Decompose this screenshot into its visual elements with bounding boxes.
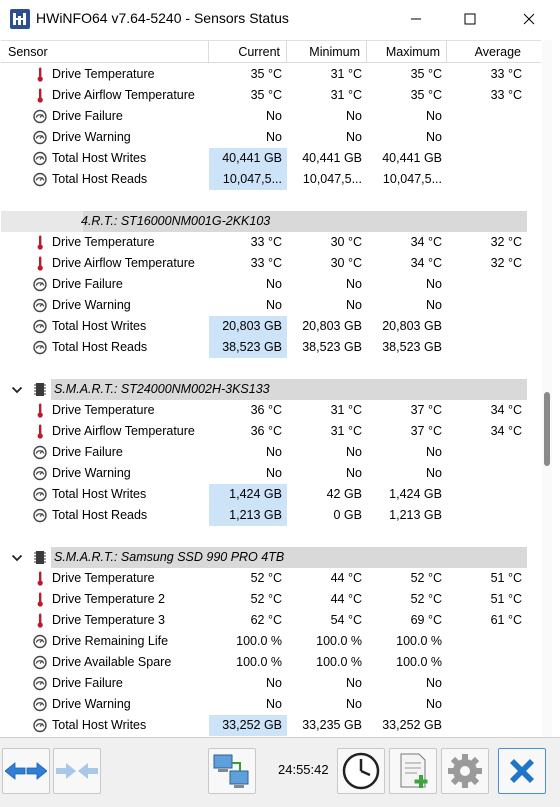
sensor-row[interactable] [1, 631, 541, 652]
column-header-row [1, 41, 541, 63]
group-title: S.M.A.R.T.: Samsung SSD 990 PRO 4TB [54, 550, 285, 564]
maximum-value: 100.0 % [396, 634, 442, 648]
sensor-group-header[interactable] [1, 547, 541, 568]
current-value: 1,424 GB [209, 484, 287, 505]
average-value [447, 673, 527, 694]
log-button[interactable] [389, 748, 437, 794]
minimum-value: No [346, 466, 362, 480]
maximum-value: 100.0 % [396, 655, 442, 669]
sensor-label: Drive Airflow Temperature [52, 88, 195, 102]
current-value: No [266, 445, 282, 459]
current-value: No [266, 676, 282, 690]
maximum-value: 52 °C [410, 571, 442, 585]
current-value: 20,803 GB [209, 316, 287, 337]
maximum-value: 1,213 GB [389, 508, 442, 522]
sensor-label: Drive Available Spare [52, 655, 172, 669]
sensor-row[interactable] [1, 652, 541, 673]
gauge-icon [33, 319, 47, 334]
maximum-value: No [426, 277, 442, 291]
maximize-button[interactable] [446, 0, 494, 38]
maximum-value: No [426, 109, 442, 123]
sensor-label: Drive Warning [52, 298, 131, 312]
gauge-icon [33, 172, 47, 187]
sensor-row[interactable] [1, 106, 541, 127]
gear-icon [445, 751, 485, 791]
current-value: 33 °C [250, 235, 282, 249]
average-value [447, 148, 527, 169]
average-value [447, 463, 527, 484]
minimum-value: 31 °C [330, 403, 362, 417]
sensor-row[interactable] [1, 505, 541, 526]
sensor-row[interactable] [1, 589, 541, 610]
minimum-value: No [346, 109, 362, 123]
minimum-value: 0 GB [333, 508, 362, 522]
thermometer-icon [33, 67, 47, 82]
scrollbar-track[interactable] [542, 40, 552, 737]
average-value [447, 505, 527, 526]
thermometer-icon [33, 256, 47, 271]
gauge-icon [33, 487, 47, 502]
sensor-label: Drive Failure [52, 109, 123, 123]
sensor-row[interactable] [1, 610, 541, 631]
average-value [447, 631, 527, 652]
sensor-row[interactable] [1, 715, 541, 736]
gauge-icon [33, 655, 47, 670]
document-add-icon [393, 751, 433, 791]
sensor-row[interactable] [1, 463, 541, 484]
current-value: No [266, 277, 282, 291]
average-value [447, 442, 527, 463]
current-value: No [266, 466, 282, 480]
sensor-row[interactable] [1, 673, 541, 694]
sensor-row[interactable] [1, 85, 541, 106]
double-arrow-collapse-icon [56, 761, 98, 781]
average-value [447, 106, 527, 127]
chevron-down-icon[interactable] [11, 552, 23, 564]
current-value: 100.0 % [236, 655, 282, 669]
sensor-label: Drive Temperature [52, 235, 155, 249]
maximum-value: No [426, 130, 442, 144]
current-value: 36 °C [250, 424, 282, 438]
minimum-value: 42 GB [326, 487, 362, 501]
minimum-value: 33,235 GB [302, 718, 362, 732]
sensor-group-header[interactable] [1, 211, 541, 232]
network-button[interactable] [208, 748, 256, 794]
sensor-label: Total Host Writes [52, 718, 147, 732]
average-value [447, 337, 527, 358]
average-value: 32 °C [490, 256, 522, 270]
thermometer-icon [33, 88, 47, 103]
sensor-label: Total Host Reads [52, 340, 148, 354]
sensor-label: Total Host Reads [52, 508, 148, 522]
gauge-icon [33, 277, 47, 292]
current-value: 62 °C [250, 613, 282, 627]
sensor-grid[interactable] [1, 40, 541, 737]
current-value: No [266, 130, 282, 144]
close-sensors-button[interactable] [498, 748, 546, 794]
hwinfo-app-icon [10, 9, 30, 29]
minimize-button[interactable] [392, 0, 440, 38]
average-value: 34 °C [490, 403, 522, 417]
sensor-row[interactable] [1, 316, 541, 337]
thermometer-icon [33, 571, 47, 586]
average-value [447, 484, 527, 505]
sensor-label: Total Host Writes [52, 319, 147, 333]
average-value [447, 169, 527, 190]
maximum-value: 10,047,5... [382, 172, 442, 186]
gauge-icon [33, 130, 47, 145]
sensor-label: Drive Failure [52, 277, 123, 291]
average-value: 33 °C [490, 67, 522, 81]
column-header-sensor[interactable]: Sensor [1, 41, 209, 63]
minimum-value: 100.0 % [316, 634, 362, 648]
sensor-row[interactable] [1, 400, 541, 421]
thermometer-icon [33, 403, 47, 418]
minimum-value: 40,441 GB [302, 151, 362, 165]
minimum-value: 31 °C [330, 67, 362, 81]
collapse-button[interactable] [53, 748, 101, 794]
average-value: 61 °C [490, 613, 522, 627]
gauge-icon [33, 634, 47, 649]
maximum-value: No [426, 445, 442, 459]
current-value: 100.0 % [236, 634, 282, 648]
sensor-label: Drive Remaining Life [52, 634, 169, 648]
minimum-value: 31 °C [330, 424, 362, 438]
sensor-label: Drive Temperature [52, 571, 155, 585]
sensor-row[interactable] [1, 127, 541, 148]
sensor-row[interactable] [1, 295, 541, 316]
average-value: 33 °C [490, 88, 522, 102]
minimum-value: No [346, 277, 362, 291]
minimum-value: 44 °C [330, 592, 362, 606]
sensor-row[interactable] [1, 64, 541, 85]
maximum-value: No [426, 466, 442, 480]
gauge-icon [33, 109, 47, 124]
sensor-group-header[interactable] [1, 379, 541, 400]
gauge-icon [33, 298, 47, 313]
minimum-value: 30 °C [330, 235, 362, 249]
minimum-value: 54 °C [330, 613, 362, 627]
maximum-value: 33,252 GB [382, 718, 442, 732]
average-value [447, 316, 527, 337]
column-header-current[interactable]: Current [209, 41, 287, 63]
drive-chip-icon [34, 382, 46, 397]
minimum-value: 38,523 GB [302, 340, 362, 354]
current-value: No [266, 298, 282, 312]
minimum-value: No [346, 676, 362, 690]
sensor-label: Total Host Writes [52, 487, 147, 501]
average-value: 34 °C [490, 424, 522, 438]
sensor-label: Drive Failure [52, 676, 123, 690]
average-value [447, 274, 527, 295]
gauge-icon [33, 676, 47, 691]
sensor-label: Total Host Reads [52, 172, 148, 186]
current-value: No [266, 109, 282, 123]
maximum-value: No [426, 298, 442, 312]
sensor-row[interactable] [1, 484, 541, 505]
sensor-row[interactable] [1, 253, 541, 274]
sensor-label: Drive Failure [52, 445, 123, 459]
minimum-value: 30 °C [330, 256, 362, 270]
sensor-label: Drive Temperature 2 [52, 592, 166, 606]
reset-timer-button[interactable] [337, 748, 385, 794]
current-value: 38,523 GB [209, 337, 287, 358]
average-value: 51 °C [490, 592, 522, 606]
thermometer-icon [33, 235, 47, 250]
elapsed-time: 24:55:42 [278, 762, 329, 777]
minimum-value: No [346, 445, 362, 459]
window-title: HWiNFO64 v7.64-5240 - Sensors Status [36, 10, 289, 26]
drive-chip-icon [34, 550, 46, 565]
maximum-value: 38,523 GB [382, 340, 442, 354]
column-header-minimum[interactable]: Minimum [287, 41, 367, 63]
expand-button[interactable] [2, 748, 50, 794]
close-icon [523, 13, 535, 25]
group-title: S.M.A.R.T.: ST24000NM002H-3KS133 [54, 382, 270, 396]
minimum-value: 100.0 % [316, 655, 362, 669]
sensor-row[interactable] [1, 442, 541, 463]
maximum-value: 37 °C [410, 403, 442, 417]
maximum-value: 52 °C [410, 592, 442, 606]
gauge-icon [33, 445, 47, 460]
group-title: 4.R.T.: ST16000NM001G-2KK103 [81, 214, 271, 228]
chevron-down-icon[interactable] [11, 384, 23, 396]
maximum-value: 40,441 GB [382, 151, 442, 165]
column-header-average[interactable]: Average [474, 45, 521, 59]
gauge-icon [33, 508, 47, 523]
sensor-label: Drive Temperature [52, 403, 155, 417]
sensor-row[interactable] [1, 568, 541, 589]
average-value [447, 715, 527, 736]
sensor-row[interactable] [1, 337, 541, 358]
current-value: 52 °C [250, 592, 282, 606]
current-value: 33,252 GB [209, 715, 287, 736]
sensor-label: Drive Airflow Temperature [52, 424, 195, 438]
sensor-label: Drive Warning [52, 697, 131, 711]
minimum-value: No [346, 130, 362, 144]
maximum-value: 1,424 GB [389, 487, 442, 501]
close-x-icon [506, 755, 538, 787]
close-button[interactable] [505, 0, 553, 38]
current-value: 1,213 GB [209, 505, 287, 526]
scrollbar-thumb[interactable] [544, 392, 550, 466]
thermometer-icon [33, 613, 47, 628]
current-value: 52 °C [250, 571, 282, 585]
maximum-value: 20,803 GB [382, 319, 442, 333]
minimum-value: 44 °C [330, 571, 362, 585]
average-value [447, 694, 527, 715]
column-header-maximum[interactable]: Maximum [367, 41, 447, 63]
sensor-label: Drive Warning [52, 130, 131, 144]
gauge-icon [33, 697, 47, 712]
sensor-label: Drive Warning [52, 466, 131, 480]
current-value: No [266, 697, 282, 711]
sensor-row[interactable] [1, 421, 541, 442]
current-value: 10,047,5... [209, 169, 287, 190]
current-value: 33 °C [250, 256, 282, 270]
sensor-label: Drive Temperature 3 [52, 613, 166, 627]
average-value [447, 295, 527, 316]
average-value: 51 °C [490, 571, 522, 585]
average-value [447, 127, 527, 148]
sensor-label: Drive Airflow Temperature [52, 256, 195, 270]
current-value: 35 °C [250, 67, 282, 81]
thermometer-icon [33, 592, 47, 607]
minimum-value: No [346, 298, 362, 312]
title-bar[interactable] [0, 0, 560, 38]
sensor-label: Drive Temperature [52, 67, 155, 81]
gauge-icon [33, 466, 47, 481]
sensor-label: Total Host Writes [52, 151, 147, 165]
sensor-row[interactable] [1, 169, 541, 190]
average-value [447, 652, 527, 673]
minimum-value: 10,047,5... [302, 172, 362, 186]
maximize-icon [464, 13, 476, 25]
current-value: 35 °C [250, 88, 282, 102]
maximum-value: No [426, 697, 442, 711]
average-value: 32 °C [490, 235, 522, 249]
maximum-value: 37 °C [410, 424, 442, 438]
maximum-value: 35 °C [410, 67, 442, 81]
maximum-value: No [426, 676, 442, 690]
footer-toolbar [0, 737, 560, 807]
minimum-value: No [346, 697, 362, 711]
sensor-row[interactable] [1, 274, 541, 295]
clock-icon [341, 751, 381, 791]
settings-button[interactable] [441, 748, 489, 794]
maximum-value: 34 °C [410, 235, 442, 249]
sensor-row[interactable] [1, 232, 541, 253]
maximum-value: 35 °C [410, 88, 442, 102]
maximum-value: 69 °C [410, 613, 442, 627]
thermometer-icon [33, 424, 47, 439]
drag-ghost [1, 211, 83, 232]
sensor-row[interactable] [1, 148, 541, 169]
minimize-icon [410, 13, 422, 25]
sensor-row[interactable] [1, 694, 541, 715]
gauge-icon [33, 151, 47, 166]
gauge-icon [33, 718, 47, 733]
minimum-value: 31 °C [330, 88, 362, 102]
network-computers-icon [212, 751, 252, 791]
current-value: 36 °C [250, 403, 282, 417]
maximum-value: 34 °C [410, 256, 442, 270]
double-arrow-expand-icon [5, 761, 47, 781]
current-value: 40,441 GB [209, 148, 287, 169]
gauge-icon [33, 340, 47, 355]
minimum-value: 20,803 GB [302, 319, 362, 333]
